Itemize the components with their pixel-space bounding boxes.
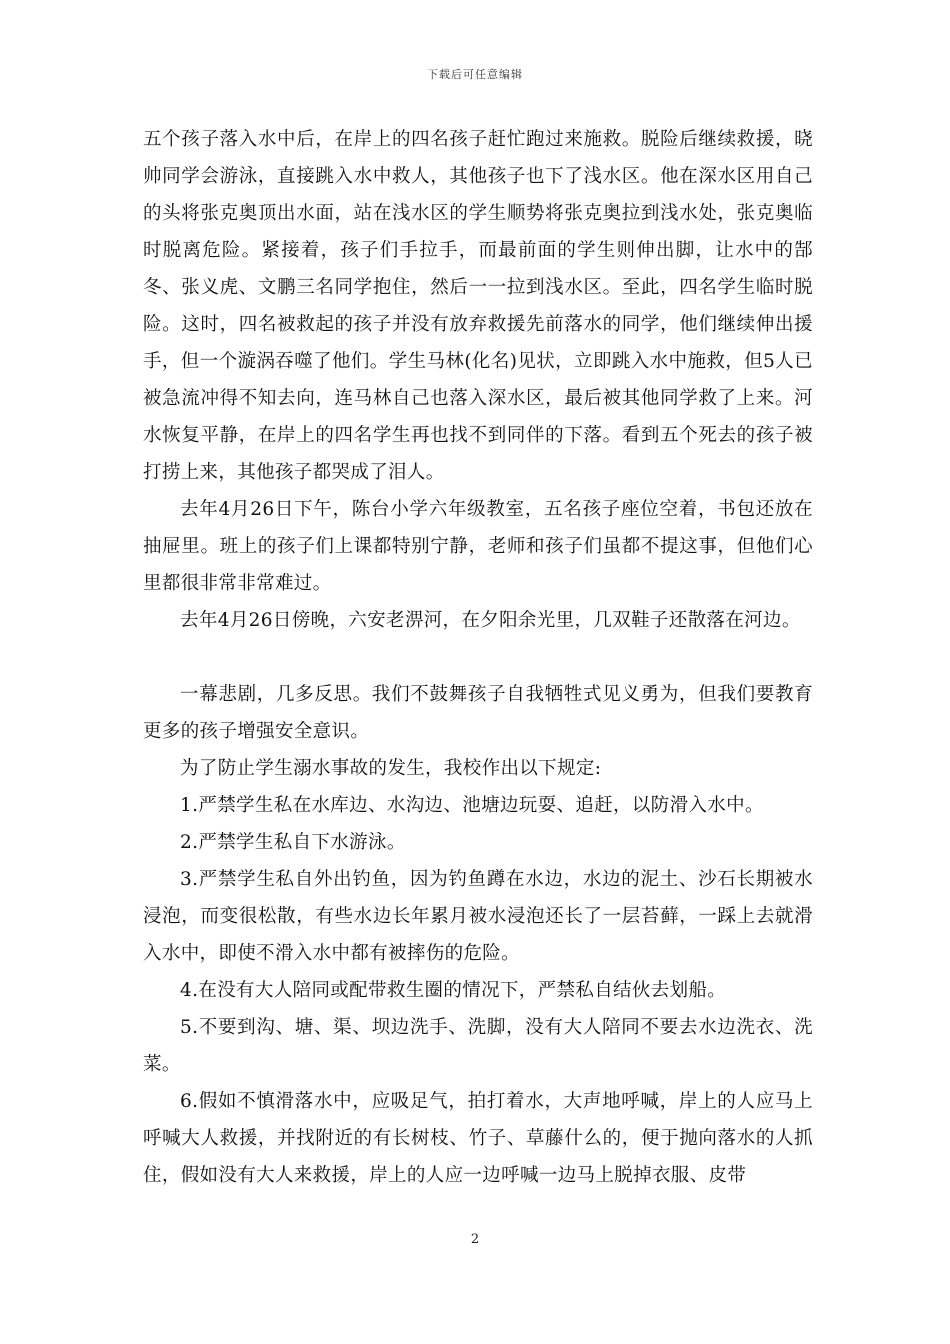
rule-item-4: 4.在没有大人陪同或配带救生圈的情况下，严禁私自结伙去划船。 — [180, 980, 727, 1001]
rule-item-1: 1.严禁学生私在水库边、水沟边、池塘边玩耍、追赶，以防滑入水中。 — [180, 795, 764, 816]
rule-item-5: 5.不要到沟、塘、渠、坝边洗手、洗脚，没有大人陪同不要去水边洗衣、洗菜。 — [143, 1017, 813, 1075]
paragraph-rescue-account: 五个孩子落入水中后，在岸上的四名孩子赶忙跑过来施救。脱险后继续救援，晓帅同学会游泳，直接跳入水中救人，其他孩子也下了浅水区。他在深水区用自己的头将张克奥顶出水面，站在浅水区的学生顺势将张克奥拉到浅水处，张克奥临时脱离危险。紧接着，孩子们手拉手，而最前面的学生则伸出脚，让水中的郜冬、张义虎、文鹏三名同学抱住，然后一一拉到浅水区。至此，四名学生临时脱险。这时，四名被救起的孩子并没有放弃救援先前落水的同学，他们继续伸出援手，但一个漩涡吞噬了他们。学生马林(化名)见状，立即跳入水中施救，但5人已被急流冲得不知去向，连马林自己也落入深水区，最后被其他同学救了上来。河水恢复平静，在岸上的四名学生再也找不到同伴的下落。看到五个死去的孩子被打捞上来，其他孩子都哭成了泪人。 — [143, 129, 813, 483]
paragraph-reflection: 一幕悲剧，几多反思。我们不鼓舞孩子自我牺牲式见义勇为，但我们要教育更多的孩子增强安全意识。 — [143, 684, 813, 742]
document-body — [143, 121, 813, 1194]
rule-item-6: 6.假如不慎滑落水中，应吸足气，拍打着水，大声地呼喊，岸上的人应马上呼喊大人救援，并找附近的有长树枝、竹子、草藤什么的，便于抛向落水的人抓住，假如没有大人来救援，岸上的人应一边呼喊一边马上脱掉衣服、皮带 — [143, 1091, 813, 1186]
rule-item-2: 2.严禁学生私自下水游泳。 — [180, 832, 406, 853]
page-header: 下载后可任意编辑 — [427, 68, 523, 81]
paragraph-classroom: 去年4月26日下午，陈台小学六年级教室，五名孩子座位空着，书包还放在抽屉里。班上的孩子们上课都特别宁静，老师和孩子们虽都不提这事，但他们心里都很非常非常难过。 — [143, 499, 813, 594]
paragraph-rules-intro: 为了防止学生溺水事故的发生，我校作出以下规定: — [180, 758, 602, 779]
paragraph-riverbank: 去年4月26日傍晚，六安老淠河，在夕阳余光里，几双鞋子还散落在河边。 — [180, 610, 801, 631]
rule-item-3: 3.严禁学生私自外出钓鱼，因为钓鱼蹲在水边，水边的泥土、沙石长期被水浸泡，而变很松散，有些水边长年累月被水浸泡还长了一层苔藓，一踩上去就滑入水中，即使不滑入水中都有被摔伤的危险。 — [143, 869, 813, 964]
paragraph-spacer — [143, 639, 813, 676]
page-number: 2 — [470, 1232, 480, 1247]
